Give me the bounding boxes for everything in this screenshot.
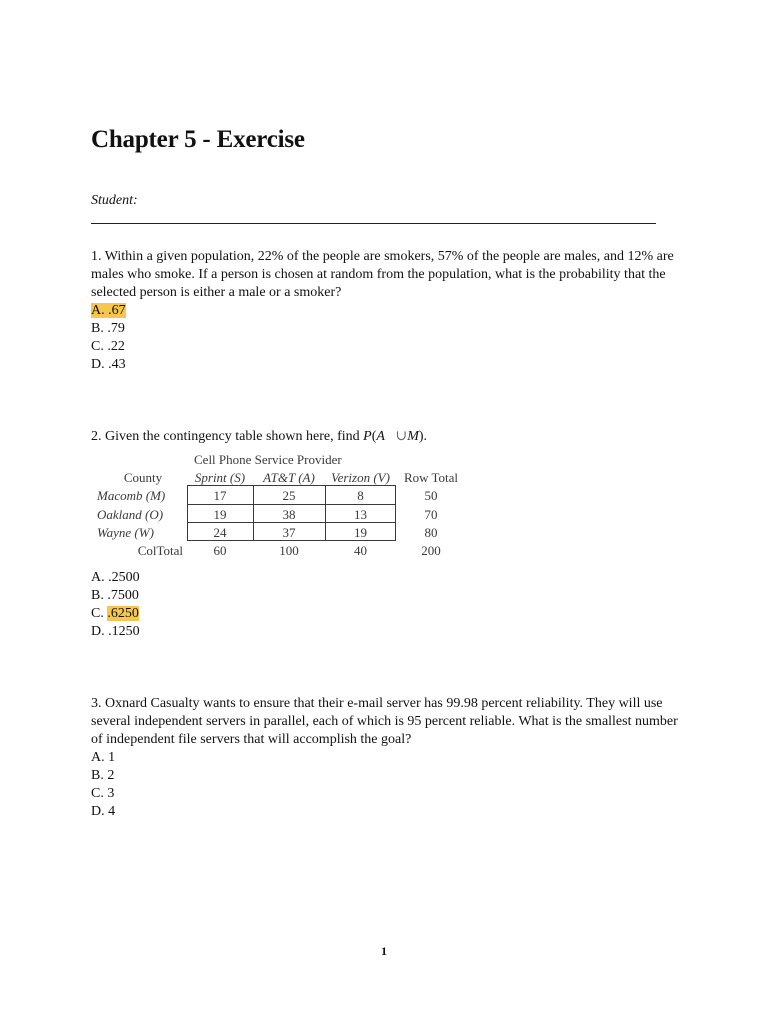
question-2-text: 2. Given the contingency table shown here, find P(A ∪M). [91,429,428,444]
grand-total-cell: 200 [421,543,441,558]
option-d: D. 4 [91,804,116,819]
table-cell: 24 [213,525,227,540]
row-total-cell: 80 [424,525,438,540]
option-d: D. .43 [91,357,126,372]
table-cell: 17 [213,488,227,503]
table-cell: 38 [282,507,296,522]
page-title: Chapter 5 - Exercise [91,126,305,153]
option-b: B. .7500 [91,588,139,603]
question-2-options [91,569,681,641]
question-text: 3. Oxnard Casualty wants to ensure that their e-mail server has 99.98 percent reliability. They will use several independent servers in parallel, each of which is 95 percent reliable. What is the smallest number of independent file servers that will accomplish the goal? [91,696,678,747]
table-row-header: County [123,470,163,485]
row-label-wayne: Wayne (W) [97,525,154,540]
table-cell: 8 [357,488,364,503]
page-number: 1 [381,944,387,958]
student-name-line [91,223,656,224]
column-header-att: AT&T (A) [263,470,315,485]
row-total-cell: 50 [424,488,438,503]
option-b: B. .79 [91,321,125,336]
column-header-sprint: Sprint (S) [194,470,246,485]
column-header-verizon: Verizon (V) [331,470,390,485]
table-cell: 19 [354,525,367,540]
option-c: C. .22 [91,339,125,354]
option-a: A. .2500 [91,570,140,585]
col-total-cell: 40 [354,543,367,558]
row-label-oakland: Oakland (O) [97,507,164,522]
contingency-table [91,452,471,562]
table-cell: 13 [354,507,367,522]
column-header-row-total: Row Total [403,470,459,485]
student-label: Student: [91,193,138,208]
table-cell: 37 [282,525,296,540]
option-a: A. .67 [91,303,126,318]
table-caption: Cell Phone Service Provider [194,452,342,467]
table-cell: 19 [213,507,227,522]
option-b: B. 2 [91,768,115,783]
col-total-cell: 100 [279,543,299,558]
question-text: 1. Within a given population, 22% of the people are smokers, 57% of the people are males, and 12% are males who smoke. If a person is chosen at random from the population, what is the probability that the selected person is either a male or a smoker? [91,249,674,300]
col-total-label: ColTotal [137,543,183,558]
question-3 [91,695,681,821]
option-a: A. 1 [91,750,116,765]
option-d: D. .1250 [91,624,140,639]
row-label-macomb: Macomb (M) [97,488,166,503]
table-cell: 25 [282,488,296,503]
row-total-cell: 70 [424,507,438,522]
question-1 [91,248,681,374]
col-total-cell: 60 [213,543,227,558]
option-c: C. .6250 [91,606,139,621]
option-c: C. 3 [91,786,115,801]
